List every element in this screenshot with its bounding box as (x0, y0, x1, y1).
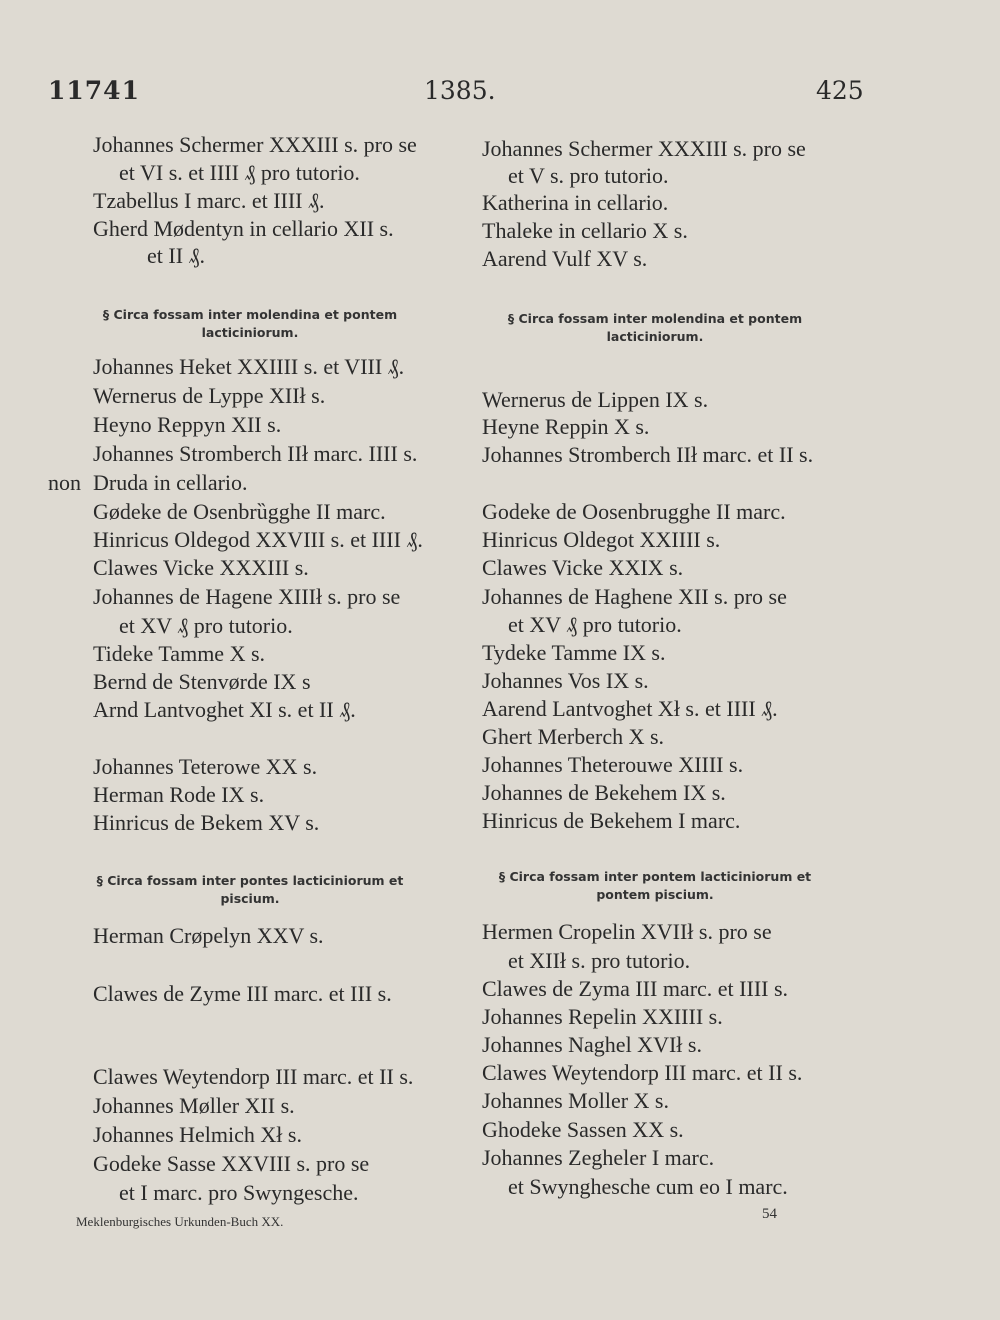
section-heading-line: lacticiniorum. (606, 329, 704, 344)
page-number: 425 (816, 76, 864, 105)
right-entry: Wernerus de Lippen IX s. (482, 387, 709, 412)
section-heading-line: § Circa fossam inter molendina et pontem (102, 307, 398, 322)
right-entry: Clawes Vicke XXIX s. (482, 555, 684, 580)
right-entry: Johannes Zegheler I marc. (482, 1145, 715, 1170)
right-entry: Katherina in cellario. (482, 190, 669, 215)
left-entry: et I marc. pro Swyngesche. (119, 1180, 359, 1205)
left-entry: Johannes Stromberch IIł marc. IIII s. (93, 441, 418, 466)
right-entry: Johannes Repelin XXIIII s. (482, 1004, 723, 1029)
right-entry: Johannes Naghel XVIł s. (482, 1032, 702, 1057)
left-entry: Hinricus Oldegod XXVIII s. et IIII ₰. (93, 527, 423, 552)
section-heading (80, 306, 420, 342)
section-heading-line: § Circa fossam inter pontes lacticiniorum et (96, 873, 404, 888)
left-entry: Arnd Lantvoghet XI s. et II ₰. (93, 697, 356, 722)
left-entry: Johannes Møller XII s. (93, 1093, 295, 1118)
right-entry: Hinricus de Bekehem I marc. (482, 808, 741, 833)
left-entry: Gødeke de Osenbrȕgghe II marc. (93, 499, 386, 524)
right-entry: Johannes de Bekehem IX s. (482, 780, 726, 805)
left-entry: Johannes Helmich Xł s. (93, 1122, 302, 1147)
right-entry: Clawes Weytendorp III marc. et II s. (482, 1060, 803, 1085)
right-entry: Ghodeke Sassen XX s. (482, 1117, 684, 1142)
section-heading-line: pontem piscium. (596, 887, 714, 902)
right-entry: et XIIł s. pro tutorio. (508, 948, 691, 973)
left-entry: Johannes Schermer XXXIII s. pro se (93, 132, 417, 157)
year-heading: 1385. (424, 76, 496, 105)
section-heading-line: piscium. (220, 891, 280, 906)
left-entry: Bernd de Stenvørde IX s (93, 669, 311, 694)
left-entry: Herman Rode IX s. (93, 782, 265, 807)
left-entry: et XV ₰ pro tutorio. (119, 613, 293, 638)
right-entry: Heyne Reppin X s. (482, 414, 650, 439)
footer-book-title: Meklenburgisches Urkunden-Buch XX. (76, 1214, 284, 1229)
left-entry: Johannes Heket XXIIII s. et VIII ₰. (93, 354, 405, 379)
section-heading-line: lacticiniorum. (201, 325, 299, 340)
right-entry: Thaleke in cellario X s. (482, 218, 688, 243)
left-entry: Gherd Mødentyn in cellario XII s. (93, 216, 394, 241)
right-entry: Johannes Stromberch IIł marc. et II s. (482, 442, 814, 467)
section-heading-line: § Circa fossam inter molendina et pontem (507, 311, 803, 326)
right-entry: Godeke de Oosenbrugghe II marc. (482, 499, 786, 524)
right-entry: Johannes Moller X s. (482, 1088, 669, 1113)
right-entry: Johannes Schermer XXXIII s. pro se (482, 136, 806, 161)
right-entry: et V s. pro tutorio. (508, 163, 669, 188)
right-entry: et XV ₰ pro tutorio. (508, 612, 682, 637)
right-entry: Aarend Vulf XV s. (482, 246, 648, 271)
left-entry: Wernerus de Lyppe XIIł s. (93, 383, 326, 408)
right-entry: Clawes de Zyma III marc. et IIII s. (482, 976, 789, 1001)
section-heading-line: § Circa fossam inter pontem lacticiniorum et (498, 869, 812, 884)
margin-note: non (48, 470, 81, 495)
right-entry: Johannes Theterouwe XIIII s. (482, 752, 744, 777)
right-entry: Tydeke Tamme IX s. (482, 640, 666, 665)
left-entry: Clawes de Zyme III marc. et III s. (93, 981, 392, 1006)
left-entry: Druda in cellario. (93, 470, 248, 495)
right-entry: Ghert Merberch X s. (482, 724, 665, 749)
section-heading (480, 310, 830, 346)
left-entry: Johannes Teterowe XX s. (93, 754, 318, 779)
left-entry: et VI s. et IIII ₰ pro tutorio. (119, 160, 360, 185)
left-entry: Clawes Weytendorp III marc. et II s. (93, 1064, 414, 1089)
right-entry: Johannes de Haghene XII s. pro se (482, 584, 787, 609)
section-heading (478, 868, 832, 904)
left-entry: et II ₰. (147, 243, 206, 268)
left-entry: Clawes Vicke XXXIII s. (93, 555, 309, 580)
left-entry: Hinricus de Bekem XV s. (93, 810, 320, 835)
left-entry: Tideke Tamme X s. (93, 641, 266, 666)
left-entry: Godeke Sasse XXVIII s. pro se (93, 1151, 370, 1176)
right-entry: Aarend Lantvoghet Xł s. et IIII ₰. (482, 696, 778, 721)
left-entry: Johannes de Hagene XIIIł s. pro se (93, 584, 401, 609)
left-entry: Tzabellus I marc. et IIII ₰. (93, 188, 325, 213)
left-entry: Heyno Reppyn XII s. (93, 412, 282, 437)
document-number: 11741 (48, 76, 140, 105)
left-entry: Herman Crøpelyn XXV s. (93, 923, 324, 948)
section-heading (78, 872, 422, 908)
signature-number: 54 (762, 1206, 777, 1222)
right-entry: Hermen Cropelin XVIIł s. pro se (482, 919, 772, 944)
right-entry: et Swynghesche cum eo I marc. (508, 1174, 788, 1199)
right-entry: Hinricus Oldegot XXIIII s. (482, 527, 721, 552)
right-entry: Johannes Vos IX s. (482, 668, 649, 693)
